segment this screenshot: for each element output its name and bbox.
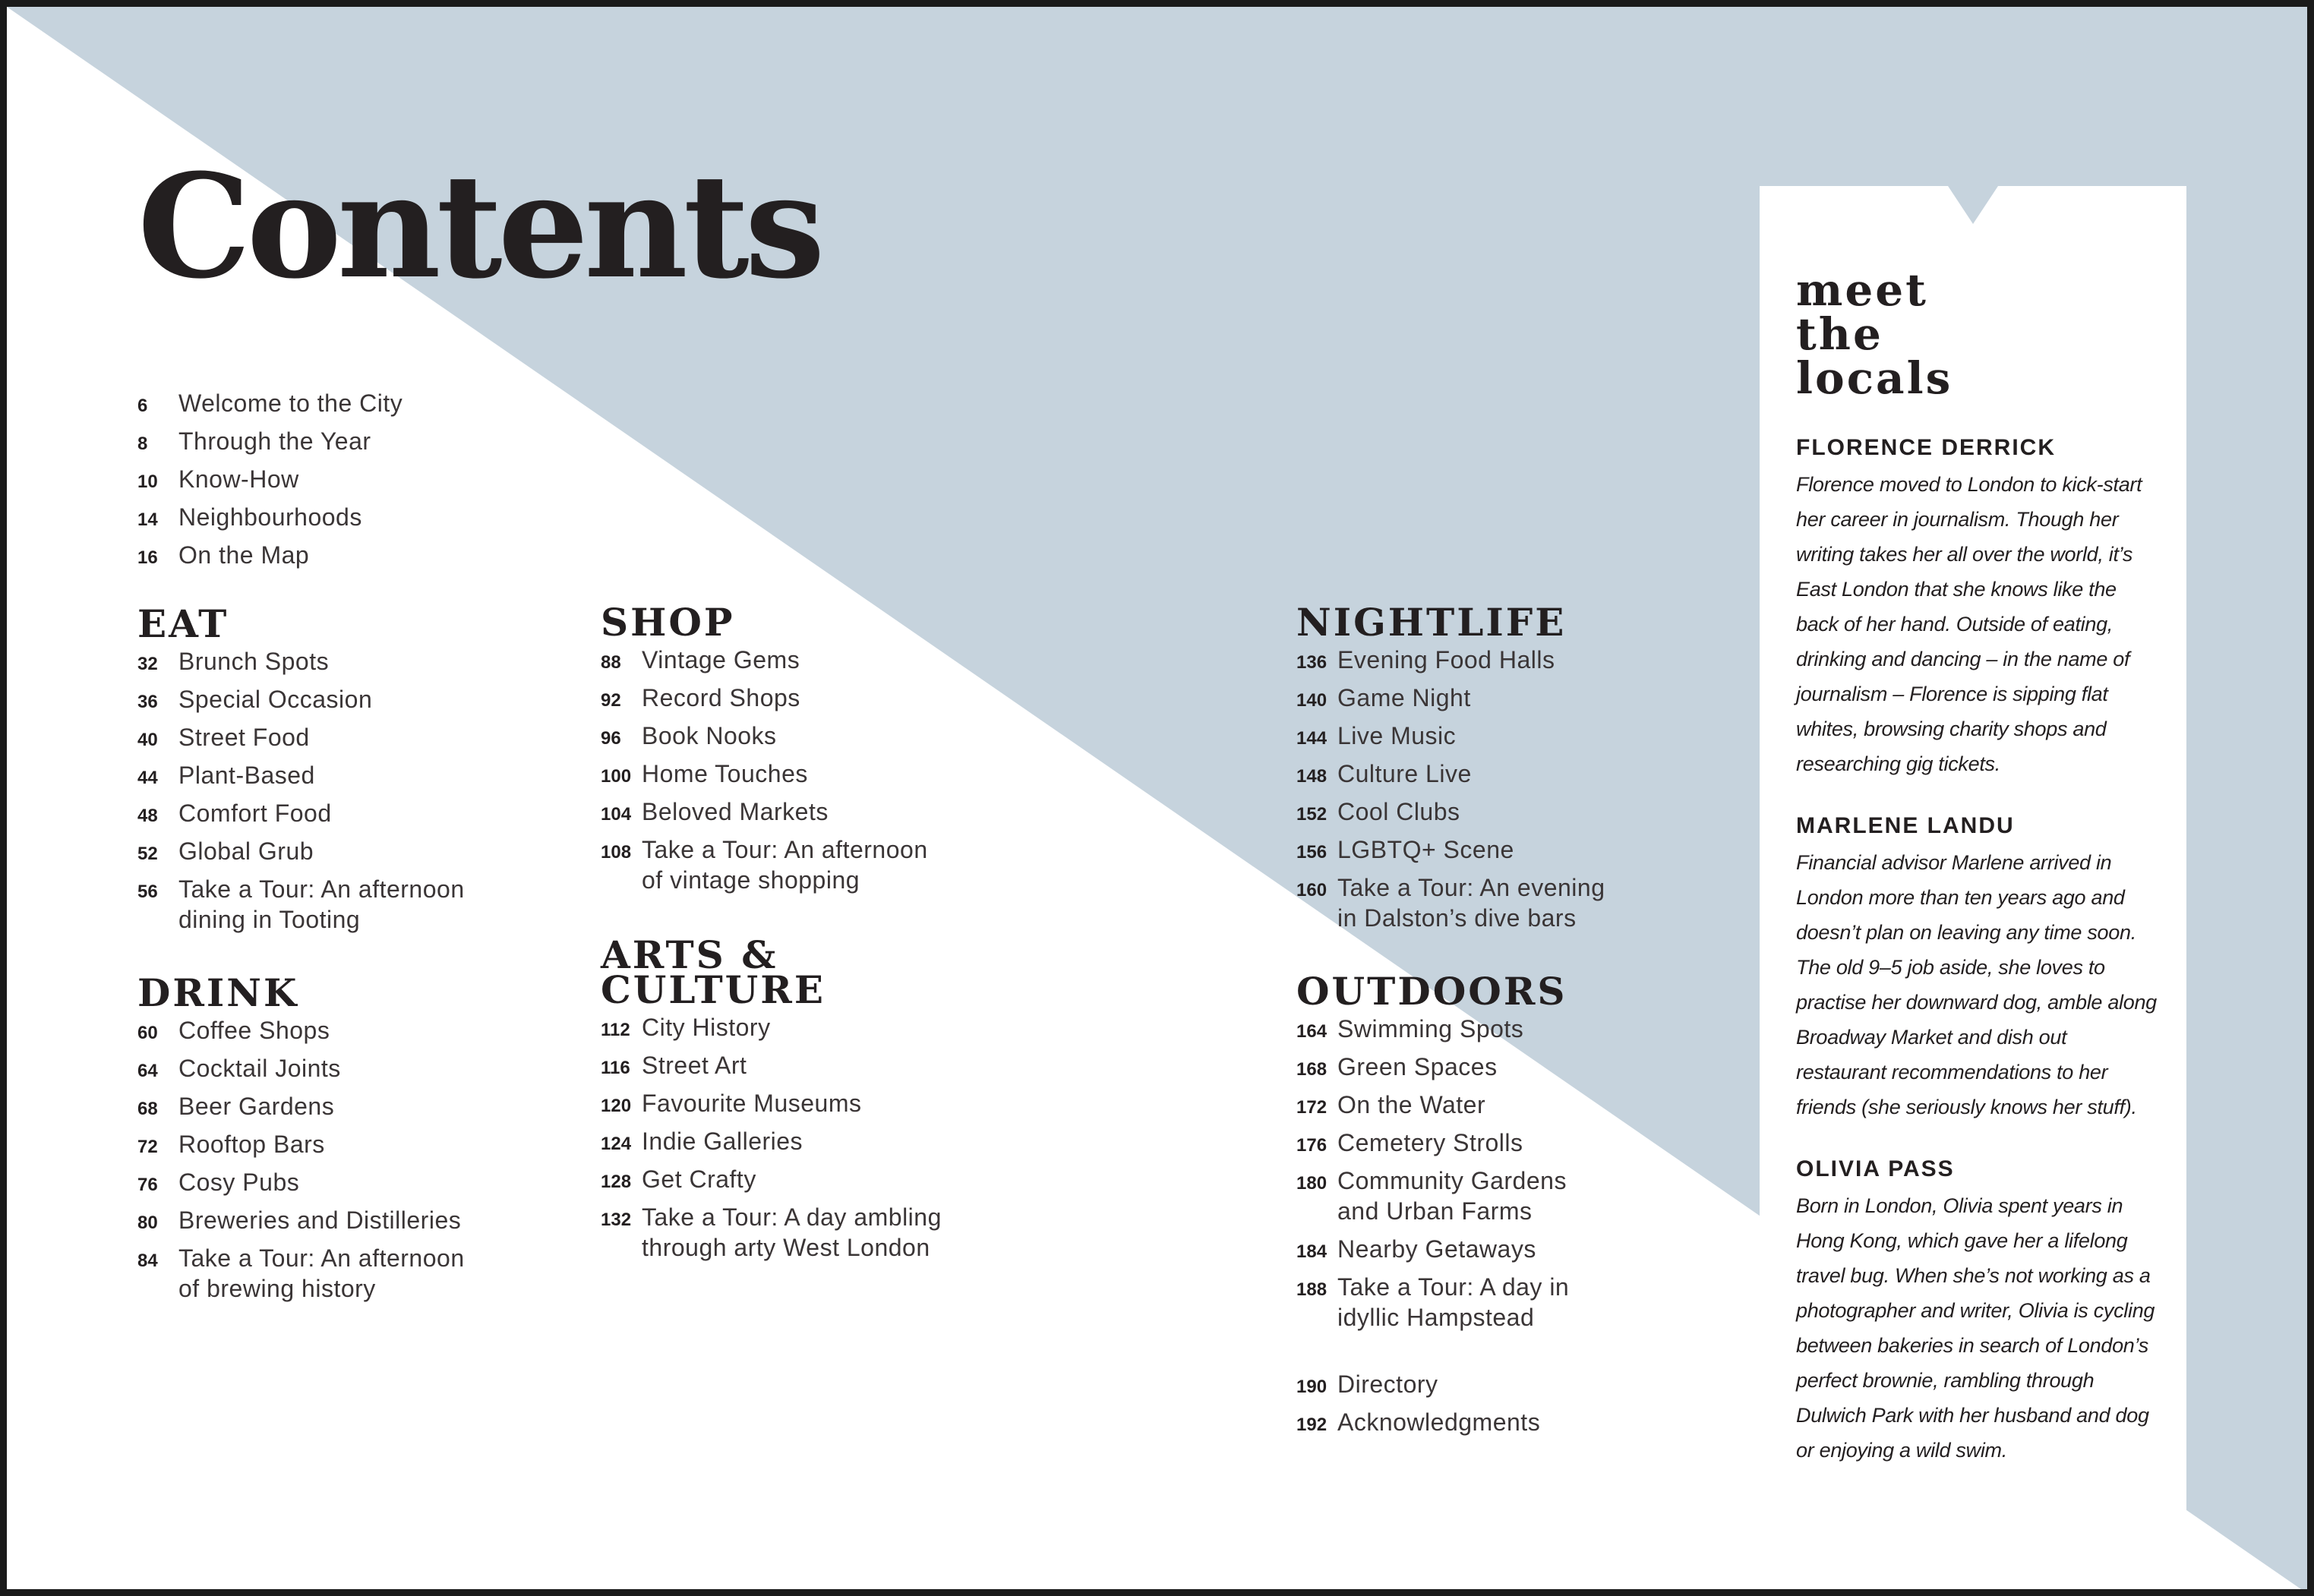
page-number: 60 [137, 1023, 158, 1043]
page-number: 64 [137, 1061, 158, 1081]
page-number: 72 [137, 1137, 158, 1157]
list-item[interactable] [137, 646, 465, 677]
list-item[interactable] [137, 684, 465, 714]
list-item[interactable] [1296, 796, 1605, 827]
entry-label: Community Gardens and Urban Farms [1337, 1167, 1567, 1225]
page-number: 32 [137, 654, 158, 674]
page-number: 148 [1296, 766, 1327, 787]
list-item[interactable] [1296, 1165, 1569, 1226]
entry-label: Nearby Getaways [1337, 1235, 1536, 1263]
section-list [1296, 645, 1605, 933]
page-number: 100 [601, 766, 632, 787]
entry-label: Through the Year [178, 427, 371, 455]
entry-label: Directory [1337, 1370, 1438, 1398]
list-item[interactable] [1296, 1234, 1569, 1264]
page-number: 96 [601, 728, 621, 749]
entry-label: Record Shops [642, 684, 800, 711]
page-number: 14 [137, 509, 158, 530]
page-number: 76 [137, 1175, 158, 1195]
entry-label: Rooftop Bars [178, 1131, 325, 1158]
list-item[interactable] [601, 1050, 942, 1080]
page-number: 152 [1296, 804, 1327, 825]
entry-label: Cosy Pubs [178, 1169, 300, 1196]
page-number: 184 [1296, 1241, 1327, 1262]
page-number: 132 [601, 1210, 632, 1230]
list-item[interactable] [601, 1126, 942, 1156]
entry-label: Beer Gardens [178, 1093, 335, 1120]
page-number: 48 [137, 806, 158, 826]
list-item[interactable] [1296, 872, 1605, 933]
list-item[interactable] [137, 502, 403, 532]
page-number: 68 [137, 1099, 158, 1119]
page-number: 116 [601, 1058, 630, 1078]
section-outdoors [1296, 969, 1570, 1445]
panel-content [1796, 264, 2161, 1500]
section-drink [137, 970, 465, 1311]
entry-label: Beloved Markets [642, 798, 829, 825]
page-number: 192 [1296, 1415, 1327, 1435]
section-shop [601, 600, 928, 903]
section-heading: NIGHTLIFE [1296, 600, 1567, 645]
list-item[interactable] [601, 645, 928, 675]
page-number: 180 [1296, 1173, 1327, 1194]
entry-label: Cemetery Strolls [1337, 1129, 1523, 1156]
page-number: 52 [137, 844, 158, 864]
section-list [1296, 1014, 1569, 1437]
entry-label: Global Grub [178, 837, 314, 865]
local-bio: Florence moved to London to kick-start her career in journalism. Though her writing takes her all over the world, it’s East London that she knows like the back of her hand. Outside of eating, drinking and dancing – in the name of journalism – Florence is sipping flat whites, browsing charity shops and researching gig tickets. [1796, 473, 2142, 775]
section-list [601, 645, 928, 895]
page-number: 176 [1296, 1135, 1327, 1156]
local-bio: Born in London, Olivia spent years in Hong Kong, which gave her a lifelong travel bug. When she’s not working as a photographer and writer, Olivia is cycling between bakeries in search of London’s perfect brownie, rambling through Dulwich Park with her husband and dog or enjoying a wild swim. [1796, 1194, 2155, 1462]
entry-label: Take a Tour: An evening in Dalston’s dive bars [1337, 874, 1605, 932]
page-title: Contents [137, 143, 821, 311]
local-profile [1796, 813, 2161, 1124]
page-number: 144 [1296, 728, 1327, 749]
page-number: 8 [137, 434, 148, 454]
page-number: 160 [1296, 880, 1327, 901]
page-number: 6 [137, 396, 148, 416]
entry-label: Take a Tour: An afternoon of vintage shopping [642, 836, 928, 894]
list-item[interactable] [137, 1129, 465, 1159]
section-heading: DRINK [137, 970, 299, 1015]
entry-label: Special Occasion [178, 686, 373, 713]
list-item[interactable] [1296, 645, 1605, 675]
locals-heading: meet the locals [1796, 264, 1953, 404]
section-eat [137, 601, 465, 942]
page-number: 190 [1296, 1377, 1327, 1397]
local-name: FLORENCE DERRICK [1796, 435, 2057, 460]
list-item[interactable] [601, 1088, 942, 1118]
list-item[interactable] [1296, 683, 1605, 713]
local-bio: Financial advisor Marlene arrived in London more than ten years ago and doesn’t plan on leaving any time soon. The old 9–5 job aside, she loves to practise her downward dog, amble along Broadway Market and dish out restaurant recommendations to her friends (she seriously knows her stuff). [1796, 851, 2157, 1118]
list-item[interactable] [601, 1012, 942, 1042]
list-item[interactable] [1296, 721, 1605, 751]
list-item[interactable] [137, 760, 465, 790]
section-list [137, 646, 465, 935]
page-number: 124 [601, 1134, 632, 1154]
page-number: 40 [137, 730, 158, 750]
list-item[interactable] [137, 836, 465, 866]
list-item[interactable] [601, 759, 928, 789]
entry-label: On the Water [1337, 1091, 1486, 1118]
list-item[interactable] [137, 540, 403, 570]
entry-label: Cocktail Joints [178, 1055, 341, 1082]
entry-label: On the Map [178, 541, 310, 569]
page-number: 140 [1296, 690, 1327, 711]
entry-label: Welcome to the City [178, 390, 403, 417]
list-item[interactable] [601, 1164, 942, 1194]
list-item[interactable] [1296, 1272, 1569, 1333]
page-number: 104 [601, 804, 632, 825]
section-nightlife [1296, 600, 1605, 941]
entry-label: Vintage Gems [642, 646, 800, 673]
entry-label: Indie Galleries [642, 1128, 803, 1155]
entry-label: Take a Tour: An afternoon of brewing history [178, 1244, 465, 1302]
section-heading: ARTS & CULTURE [601, 932, 826, 1012]
entry-label: Take a Tour: An afternoon dining in Tooting [178, 875, 465, 933]
section-list [601, 1012, 942, 1263]
entry-label: Acknowledgments [1337, 1408, 1541, 1436]
list-item[interactable] [601, 721, 928, 751]
meet-the-locals-panel [1760, 186, 2186, 1519]
page-number: 164 [1296, 1021, 1327, 1042]
entry-label: Neighbourhoods [178, 503, 362, 531]
list-item[interactable] [601, 796, 928, 827]
local-name: OLIVIA PASS [1796, 1156, 1955, 1181]
list-item[interactable] [137, 1015, 465, 1046]
local-profile [1796, 1156, 2161, 1468]
page-number: 120 [601, 1096, 632, 1116]
list-item[interactable] [137, 874, 465, 935]
page-number: 112 [601, 1020, 630, 1040]
list-item[interactable] [601, 1202, 942, 1263]
page-number: 84 [137, 1251, 158, 1271]
intro-list [137, 388, 403, 570]
list-item[interactable] [137, 798, 465, 828]
list-item[interactable] [137, 1053, 465, 1083]
local-name: MARLENE LANDU [1796, 813, 2015, 838]
entry-label: Live Music [1337, 722, 1457, 749]
entry-label: Plant-Based [178, 762, 315, 789]
list-item[interactable] [137, 722, 465, 752]
page-number: 136 [1296, 652, 1327, 673]
entry-label: Take a Tour: A day in idyllic Hampstead [1337, 1273, 1570, 1331]
entry-label: Evening Food Halls [1337, 646, 1555, 673]
entry-label: Comfort Food [178, 800, 332, 827]
entry-label: City History [642, 1014, 771, 1041]
entry-label: Know-How [178, 465, 299, 493]
page-number: 16 [137, 547, 158, 568]
entry-label: Street Food [178, 724, 310, 751]
list-item[interactable] [1296, 1369, 1569, 1399]
entry-label: Swimming Spots [1337, 1015, 1524, 1042]
list-item[interactable] [1296, 834, 1605, 865]
page-number: 56 [137, 882, 158, 902]
section-list [137, 1015, 465, 1304]
entry-label: LGBTQ+ Scene [1337, 836, 1514, 863]
entry-label: Green Spaces [1337, 1053, 1498, 1080]
list-item[interactable] [1296, 759, 1605, 789]
entry-label: Coffee Shops [178, 1017, 330, 1044]
list-item[interactable] [137, 1243, 465, 1304]
entry-label: Home Touches [642, 760, 808, 787]
page-number: 188 [1296, 1279, 1327, 1300]
entry-label: Get Crafty [642, 1165, 756, 1193]
page-number: 128 [601, 1172, 632, 1192]
entry-label: Brunch Spots [178, 648, 330, 675]
section-heading: OUTDOORS [1296, 969, 1567, 1014]
list-item[interactable] [1296, 1014, 1569, 1044]
list-item[interactable] [601, 683, 928, 713]
local-profile [1796, 435, 2161, 781]
section-arts-culture [601, 932, 942, 1270]
page-number: 88 [601, 652, 621, 673]
section-heading: SHOP [601, 600, 735, 645]
list-item[interactable] [601, 834, 928, 895]
list-item[interactable] [137, 388, 403, 418]
page-number: 108 [601, 842, 632, 863]
page-number: 168 [1296, 1059, 1327, 1080]
entry-label: Favourite Museums [642, 1090, 862, 1117]
section-heading: EAT [137, 601, 229, 646]
page-number: 10 [137, 472, 158, 492]
entry-label: Street Art [642, 1052, 747, 1079]
entry-label: Breweries and Distilleries [178, 1206, 462, 1234]
page-number: 36 [137, 692, 158, 712]
list-item[interactable] [1296, 1052, 1569, 1082]
entry-label: Cool Clubs [1337, 798, 1460, 825]
entry-label: Take a Tour: A day ambling through arty West London [642, 1203, 942, 1261]
page-number: 44 [137, 768, 158, 788]
list-item[interactable] [137, 1167, 465, 1197]
entry-label: Book Nooks [642, 722, 777, 749]
list-item[interactable] [137, 1205, 465, 1235]
list-item[interactable] [137, 426, 403, 456]
list-item[interactable] [137, 464, 403, 494]
page-number: 80 [137, 1213, 158, 1233]
page-number: 172 [1296, 1097, 1327, 1118]
list-item[interactable] [137, 1091, 465, 1121]
list-item[interactable] [1296, 1090, 1569, 1120]
entry-label: Game Night [1337, 684, 1471, 711]
page-number: 92 [601, 690, 621, 711]
intro-block [137, 388, 403, 578]
list-item[interactable] [1296, 1407, 1569, 1437]
page-number: 156 [1296, 842, 1327, 863]
entry-label: Culture Live [1337, 760, 1472, 787]
list-item[interactable] [1296, 1128, 1569, 1158]
